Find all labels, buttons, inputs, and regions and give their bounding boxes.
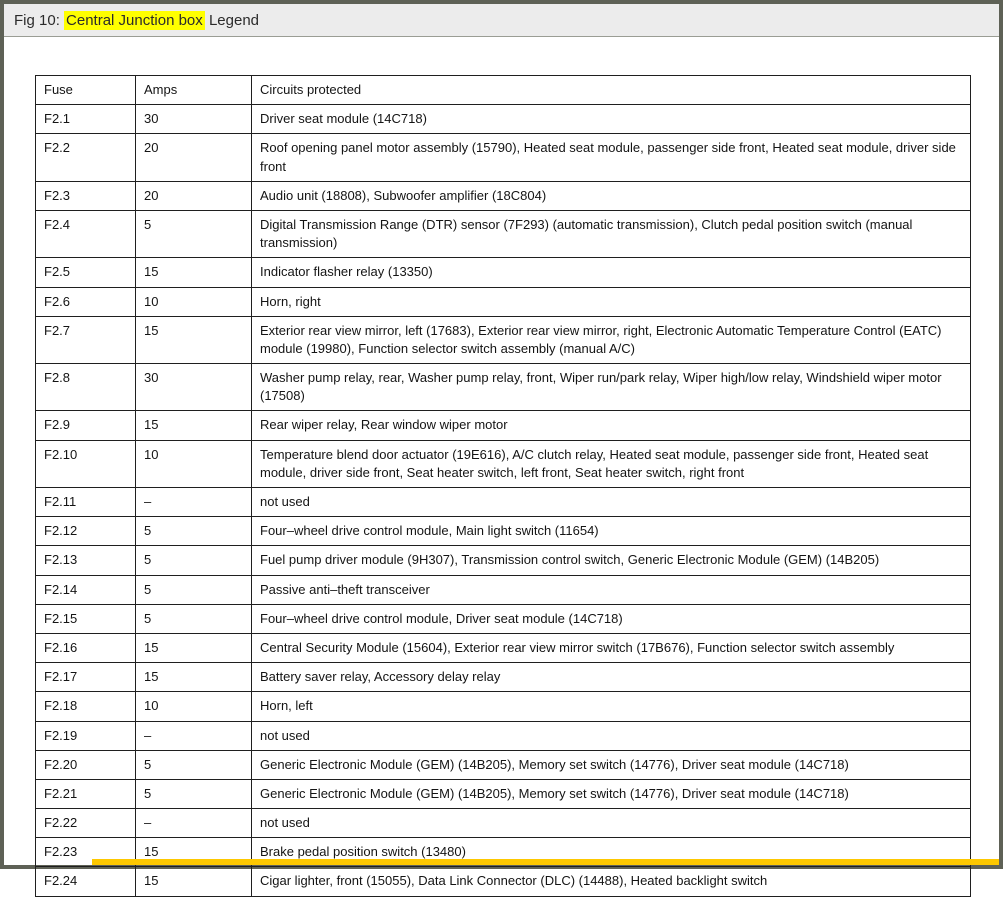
amps-cell: – [136, 488, 252, 517]
amps-cell: 5 [136, 604, 252, 633]
figure-caption-bar [4, 4, 999, 37]
amps-cell: 5 [136, 546, 252, 575]
circuits-cell: Driver seat module (14C718) [252, 105, 971, 134]
fuse-row [36, 633, 971, 662]
col-header-fuse: Fuse [36, 76, 136, 105]
col-header-amps: Amps [136, 76, 252, 105]
fuse-id-cell: F2.4 [36, 210, 136, 257]
circuits-cell: Four–wheel drive control module, Driver seat module (14C718) [252, 604, 971, 633]
fuse-id-cell: F2.12 [36, 517, 136, 546]
circuits-cell: Central Security Module (15604), Exterior rear view mirror switch (17B676), Function selector switch assembly [252, 633, 971, 662]
circuits-cell: Fuel pump driver module (9H307), Transmission control switch, Generic Electronic Module (GEM) (14B205) [252, 546, 971, 575]
fuse-row [36, 105, 971, 134]
fuse-row [36, 575, 971, 604]
circuits-cell: Exterior rear view mirror, left (17683), Exterior rear view mirror, right, Electronic Automatic Temperature Control (EATC) module (19980), Function selector switch assembly (manual A/C) [252, 316, 971, 363]
amps-cell: 15 [136, 316, 252, 363]
amps-cell: 10 [136, 287, 252, 316]
amps-cell: 15 [136, 663, 252, 692]
fuse-id-cell: F2.23 [36, 838, 136, 867]
table-header-row [36, 76, 971, 105]
fuse-row [36, 546, 971, 575]
circuits-cell: Digital Transmission Range (DTR) sensor (7F293) (automatic transmission), Clutch pedal position switch (manual transmission) [252, 210, 971, 257]
amps-cell: 30 [136, 105, 252, 134]
fuse-row [36, 692, 971, 721]
fuse-row [36, 440, 971, 487]
circuits-cell: Temperature blend door actuator (19E616), A/C clutch relay, Heated seat module, passenger side front, Heated seat module, driver side front, Seat heater switch, left front, Seat heater switch, right front [252, 440, 971, 487]
fuse-row [36, 779, 971, 808]
col-header-circuits: Circuits protected [252, 76, 971, 105]
amps-cell: 15 [136, 867, 252, 896]
fuse-id-cell: F2.21 [36, 779, 136, 808]
amps-cell: 20 [136, 181, 252, 210]
circuits-cell: not used [252, 488, 971, 517]
circuits-cell: Washer pump relay, rear, Washer pump relay, front, Wiper run/park relay, Wiper high/low relay, Windshield wiper motor (17508) [252, 364, 971, 411]
figure-caption-highlight: Central Junction box [66, 11, 203, 29]
amps-cell: 5 [136, 210, 252, 257]
amps-cell: 15 [136, 633, 252, 662]
fuse-id-cell: F2.14 [36, 575, 136, 604]
circuits-cell: Cigar lighter, front (15055), Data Link Connector (DLC) (14488), Heated backlight switch [252, 867, 971, 896]
fuse-row [36, 604, 971, 633]
amps-cell: – [136, 809, 252, 838]
circuits-cell: Horn, right [252, 287, 971, 316]
amps-cell: 20 [136, 134, 252, 181]
amps-cell: 5 [136, 575, 252, 604]
fuse-row [36, 517, 971, 546]
circuits-cell: Battery saver relay, Accessory delay relay [252, 663, 971, 692]
amps-cell: 15 [136, 411, 252, 440]
amps-cell: 10 [136, 692, 252, 721]
fuse-id-cell: F2.18 [36, 692, 136, 721]
fuse-row [36, 364, 971, 411]
amps-cell: 5 [136, 517, 252, 546]
fuse-row [36, 809, 971, 838]
circuits-cell: not used [252, 721, 971, 750]
fuse-row [36, 750, 971, 779]
circuits-cell: Brake pedal position switch (13480) [252, 838, 971, 867]
fuse-id-cell: F2.20 [36, 750, 136, 779]
fuse-row [36, 867, 971, 896]
fuse-id-cell: F2.10 [36, 440, 136, 487]
fuse-id-cell: F2.22 [36, 809, 136, 838]
fuse-id-cell: F2.1 [36, 105, 136, 134]
circuits-cell: Generic Electronic Module (GEM) (14B205), Memory set switch (14776), Driver seat module (14C718) [252, 750, 971, 779]
circuits-cell: Passive anti–theft transceiver [252, 575, 971, 604]
fuse-id-cell: F2.11 [36, 488, 136, 517]
fuse-row [36, 663, 971, 692]
circuits-cell: not used [252, 809, 971, 838]
circuits-cell: Four–wheel drive control module, Main light switch (11654) [252, 517, 971, 546]
fuse-row [36, 210, 971, 257]
amps-cell: 30 [136, 364, 252, 411]
circuits-cell: Generic Electronic Module (GEM) (14B205), Memory set switch (14776), Driver seat module (14C718) [252, 779, 971, 808]
fuse-id-cell: F2.24 [36, 867, 136, 896]
fuse-row [36, 411, 971, 440]
fuse-id-cell: F2.15 [36, 604, 136, 633]
fuse-row [36, 316, 971, 363]
circuits-cell: Rear wiper relay, Rear window wiper motor [252, 411, 971, 440]
amps-cell: 15 [136, 258, 252, 287]
fuse-row [36, 258, 971, 287]
fuse-id-cell: F2.8 [36, 364, 136, 411]
fuse-id-cell: F2.13 [36, 546, 136, 575]
amps-cell: 5 [136, 779, 252, 808]
fuse-row [36, 287, 971, 316]
fuse-row [36, 134, 971, 181]
next-highlight-strip [92, 859, 999, 865]
amps-cell: 15 [136, 838, 252, 867]
document-area [4, 37, 999, 897]
amps-cell: 10 [136, 440, 252, 487]
fuse-id-cell: F2.7 [36, 316, 136, 363]
fuse-table-body [36, 105, 971, 896]
fuse-row [36, 488, 971, 517]
fuse-id-cell: F2.9 [36, 411, 136, 440]
circuits-cell: Horn, left [252, 692, 971, 721]
fuse-id-cell: F2.19 [36, 721, 136, 750]
fuse-id-cell: F2.17 [36, 663, 136, 692]
circuits-cell: Audio unit (18808), Subwoofer amplifier (18C804) [252, 181, 971, 210]
fuse-id-cell: F2.6 [36, 287, 136, 316]
fuse-legend-table [35, 75, 971, 897]
amps-cell: – [136, 721, 252, 750]
fuse-row [36, 181, 971, 210]
fuse-row [36, 721, 971, 750]
circuits-cell: Indicator flasher relay (13350) [252, 258, 971, 287]
fuse-id-cell: F2.2 [36, 134, 136, 181]
fuse-id-cell: F2.5 [36, 258, 136, 287]
fuse-id-cell: F2.3 [36, 181, 136, 210]
figure-caption-prefix: Fig 10: [14, 11, 65, 29]
circuits-cell: Roof opening panel motor assembly (15790), Heated seat module, passenger side front, Heated seat module, driver side front [252, 134, 971, 181]
figure-caption-suffix: Legend [204, 11, 260, 29]
amps-cell: 5 [136, 750, 252, 779]
fuse-id-cell: F2.16 [36, 633, 136, 662]
